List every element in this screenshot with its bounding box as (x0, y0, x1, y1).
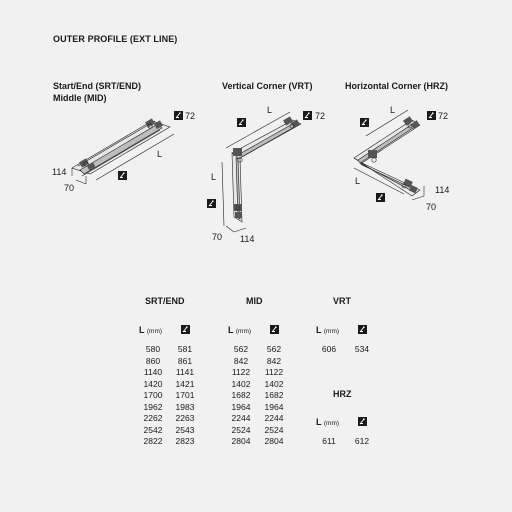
vrt-length-header: L (mm) (316, 325, 340, 335)
table-cell: 860 (145, 355, 161, 366)
table-cell: 1402 (231, 378, 251, 389)
table-cell: 842 (266, 355, 282, 366)
table-cell: 1701 (175, 390, 195, 400)
table-cell: 1122 (231, 367, 251, 377)
start-width-label: 70 (64, 183, 75, 193)
hrz-length-header: L (mm) (316, 417, 340, 427)
length-symbol-icon (270, 325, 279, 334)
length-symbol-icon (360, 118, 369, 127)
table-cell: 1141 (175, 367, 195, 377)
table-cell: 2524 (264, 424, 284, 435)
table-cell: 1983 (175, 401, 195, 412)
hrz-width-label: 70 (426, 202, 437, 212)
mid-length-column (228, 344, 254, 448)
table-cell: 1140 (143, 367, 163, 377)
start-height-label: 72 (185, 111, 196, 121)
srt-end-length-header: L (mm) (139, 325, 163, 335)
start-title-line2: Middle (MID) (53, 93, 107, 103)
hrz-height-label: 72 (438, 111, 449, 121)
table-cell: 2804 (264, 436, 284, 446)
table-cell: 2244 (264, 413, 284, 423)
table-cell: 861 (177, 355, 193, 366)
table-cell: 1402 (264, 378, 284, 389)
table-cell: 611 (322, 436, 336, 446)
mid-symbol-column (261, 344, 287, 448)
table-cell: 2262 (143, 413, 163, 423)
vrt-height-label: 72 (315, 111, 326, 121)
hrz-length-bottom-label: L (355, 176, 361, 186)
table-cell: 562 (233, 344, 249, 354)
table-cell: 1682 (231, 390, 251, 400)
vrt-length-top-label: L (267, 105, 273, 115)
table-cell: 1964 (264, 401, 284, 412)
hrz-diagram-title: Horizontal Corner (HRZ) (345, 81, 448, 91)
table-cell: 2244 (231, 413, 251, 423)
vrt-depth-label: 114 (240, 234, 255, 244)
hrz-table-title: HRZ (333, 389, 352, 399)
vrt-length-column (316, 344, 342, 356)
length-symbol-icon (358, 417, 367, 426)
mid-table-title: MID (246, 296, 263, 306)
srt-end-symbol-column (172, 344, 198, 448)
table-cell: 1682 (264, 390, 284, 400)
table-cell: 1700 (143, 390, 163, 400)
length-symbol-icon (207, 199, 216, 208)
table-cell: 2263 (175, 413, 195, 423)
table-cell: 581 (177, 344, 193, 354)
table-cell: 580 (145, 344, 161, 354)
table-cell: 2542 (143, 424, 163, 435)
page-title: OUTER PROFILE (EXT LINE) (53, 34, 178, 44)
vrt-diagram-title: Vertical Corner (VRT) (222, 81, 313, 91)
hrz-length-column (316, 436, 342, 448)
height-symbol-icon (427, 111, 436, 120)
length-symbol-icon (237, 118, 246, 127)
table-cell: 612 (354, 436, 370, 446)
height-symbol-icon (303, 111, 312, 120)
length-symbol-icon (118, 171, 127, 180)
length-symbol-icon (181, 325, 190, 334)
table-cell: 1962 (143, 401, 163, 412)
table-cell: 1122 (264, 367, 284, 377)
table-cell: 1964 (231, 401, 251, 412)
start-length-label: L (157, 149, 163, 159)
vrt-length-side-label: L (211, 172, 217, 182)
hrz-depth-label: 114 (435, 185, 450, 195)
table-cell: 842 (233, 355, 249, 366)
srt-end-table-title: SRT/END (145, 296, 185, 306)
hrz-length-top-label: L (390, 105, 396, 115)
table-cell: 534 (354, 344, 370, 354)
start-depth-label: 114 (52, 167, 67, 177)
hrz-symbol-column (349, 436, 375, 448)
table-cell: 2804 (231, 436, 251, 446)
start-title-line1: Start/End (SRT/END) (53, 81, 142, 91)
length-symbol-icon (376, 193, 385, 202)
srt-end-length-column (140, 344, 166, 448)
table-cell: 606 (321, 344, 337, 354)
table-cell: 2822 (143, 436, 163, 446)
vrt-table-title: VRT (333, 296, 351, 306)
table-cell: 1421 (175, 378, 195, 389)
table-cell: 1420 (143, 378, 163, 389)
height-symbol-icon (174, 111, 183, 120)
vrt-width-label: 70 (212, 232, 223, 242)
length-symbol-icon (358, 325, 367, 334)
vrt-symbol-column (349, 344, 375, 356)
table-cell: 562 (266, 344, 282, 354)
table-cell: 2823 (175, 436, 195, 446)
table-cell: 2543 (175, 424, 195, 435)
mid-length-header: L (mm) (228, 325, 252, 335)
vrt-profile-drawing (222, 112, 301, 232)
table-cell: 2524 (231, 424, 251, 435)
